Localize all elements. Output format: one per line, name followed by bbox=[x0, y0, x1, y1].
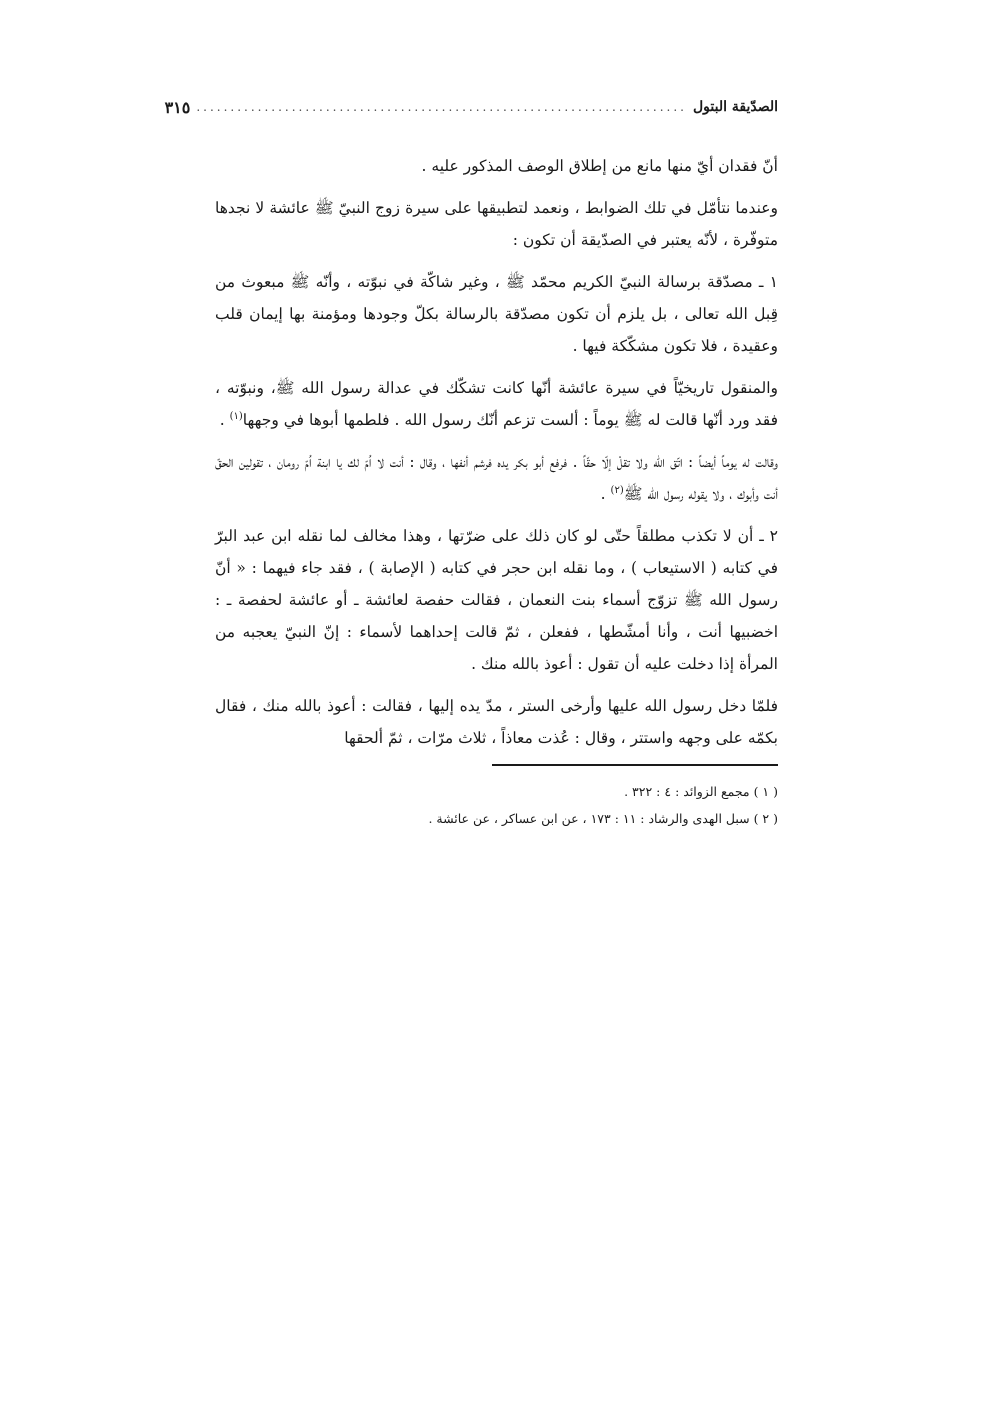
footnote: ( ١ ) مجمع الزوائد : ٤ : ٣٢٢ . bbox=[624, 784, 778, 799]
footnote-marker: (١) bbox=[229, 410, 243, 422]
paragraph-text: فلمّا دخل رسول الله عليها وأرخى الستر ، مدّ يده إليها ، فقالت : أعوذ بالله منك ، فقال بكمّه على وجهه واستتر ، وقال : عُذت معاذاً ، ثلاث مرّات ، ثمّ ألحقها bbox=[215, 697, 778, 747]
footnote-marker: (٢) bbox=[610, 484, 624, 496]
paragraph bbox=[215, 266, 778, 362]
paragraph-tail: . bbox=[600, 485, 611, 503]
paragraph-text: والمنقول تاريخيّاً في سيرة عائشة أنّها كانت تشكّك في عدالة رسول الله ﷺ، ونبوّته ، فقد ورد أنّها قالت له ﷺ يوماً : ألست تزعم أنّك رسول الله . فلطمها أبوها في وجهها bbox=[215, 379, 778, 429]
footnote: ( ٢ ) سبل الهدى والرشاد : ١١ : ١٧٣ ، عن ابن عساكر ، عن عائشة . bbox=[428, 811, 778, 826]
footnote-divider bbox=[492, 764, 778, 766]
paragraph-text: وعندما نتأمّل في تلك الضوابط ، ونعمد لتطبيقها على سيرة زوج النبيّ ﷺ عائشة لا نجدها متوفّرة ، لأنّه يعتبر في الصدّيقة أن تكون : bbox=[215, 199, 778, 249]
paragraph bbox=[215, 690, 778, 754]
paragraph-text: أنّ فقدان أيّ منها مانع من إطلاق الوصف المذكور عليه . bbox=[421, 157, 778, 175]
running-header bbox=[164, 92, 778, 122]
paragraph bbox=[215, 372, 778, 436]
book-page bbox=[164, 92, 778, 832]
paragraph bbox=[215, 520, 778, 680]
body-text bbox=[215, 150, 778, 754]
paragraph-tail: . bbox=[219, 411, 230, 429]
running-title: الصدّيقة البتول bbox=[692, 99, 778, 115]
paragraph-text: ٢ ـ أن لا تكذب مطلقاً حتّى لو كان ذلك على ضرّتها ، وهذا مخالف لما نقله ابن عبد البرّ في كتابه ( الاستيعاب ) ، وما نقله ابن حجر في كتابه ( الإصابة ) ، فقد جاء فيهما : « أنّ رسول الله ﷺ تزوّج أسماء بنت النعمان ، فقالت حفصة لعائشة ـ أو عائشة لحفصة ـ : اخضبيها أنت ، وأنا أمشّطها ، ففعلن ، ثمّ قالت إحداهما لأسماء : إنّ النبيّ يعجبه من المرأة إذا دخلت عليه أن تقول : أعوذ بالله منك . bbox=[215, 527, 778, 673]
paragraph bbox=[215, 192, 778, 256]
paragraph bbox=[215, 446, 778, 510]
paragraph-text: وقالت له يوماً أيضاً : اتّق الله ولا تقلْ إلّا حقّاً . فرفع أبو بكر يده فرشم أنفها ، وقال : أنت لا اُمّ لك يا ابنة اُمّ رومان ، تقولين الحقّ أنت وأبوك ، ولا يقوله رسول الله ﷺ bbox=[215, 453, 778, 503]
paragraph bbox=[215, 150, 778, 182]
page-number: ٣١٥ bbox=[164, 97, 191, 117]
paragraph-text: ١ ـ مصدّقة برسالة النبيّ الكريم محمّد ﷺ ، وغير شاكّة في نبوّته ، وأنّه ﷺ مبعوث من قِبل الله تعالى ، بل يلزم أن تكون مصدّقة بالرسالة بكلّ وجودها ومؤمنة بها إيمان قلب وعقيدة ، فلا تكون مشكّكة فيها . bbox=[215, 273, 778, 355]
footnotes bbox=[215, 778, 778, 832]
dot-leader: ........................................................................ bbox=[196, 100, 687, 114]
